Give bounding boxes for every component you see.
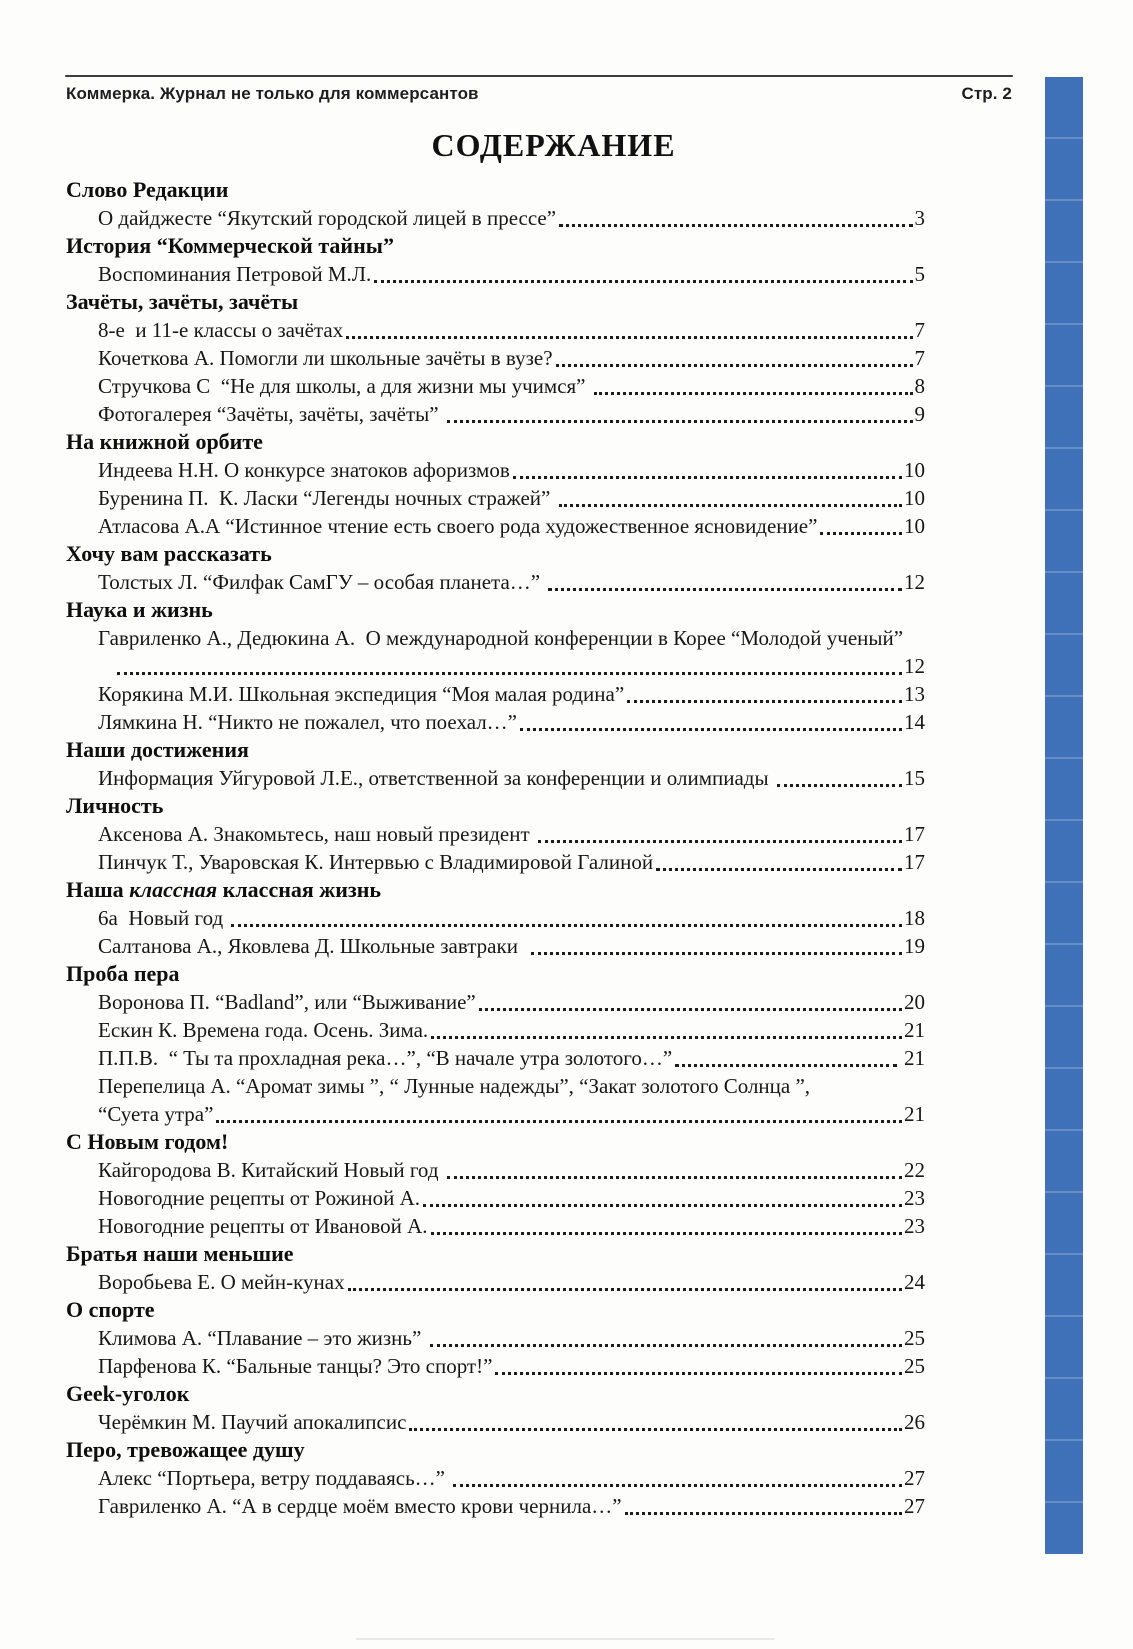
toc-entry-title: О дайджесте “Якутский городской лицей в прессе” (98, 206, 557, 230)
toc-entry-page: 22 (904, 1158, 925, 1182)
section-heading (66, 792, 925, 820)
toc-entry (66, 848, 925, 876)
toc-entry-title: Корякина М.И. Школьная экспедиция “Моя малая родина” (98, 682, 625, 706)
leader-dots (495, 1372, 902, 1375)
toc-entry (66, 1100, 925, 1128)
section-heading (66, 736, 925, 764)
section-heading (66, 596, 925, 624)
section-heading-text: классная жизнь (217, 877, 382, 902)
toc-entry-page: 23 (904, 1214, 925, 1238)
section-heading (66, 232, 925, 260)
toc-entry (66, 1408, 925, 1436)
toc-entry (66, 988, 925, 1016)
toc-entry-page: 12 (904, 570, 925, 594)
leader-dots (777, 784, 902, 787)
section-heading-text: История “Коммерческой тайны” (66, 233, 394, 258)
section-heading-text: На книжной орбите (66, 429, 263, 454)
leader-dots (820, 532, 902, 535)
section-heading-text: Слово Редакции (66, 177, 229, 202)
leader-dots (231, 924, 902, 927)
toc-entry-page: 5 (914, 262, 925, 286)
leader-dots (531, 952, 902, 955)
section-heading-text: О спорте (66, 1297, 155, 1322)
toc-entry-line1 (66, 1072, 925, 1100)
section-heading (66, 540, 925, 568)
toc-entry-title: 8-е и 11-е классы о зачётах (98, 318, 344, 342)
toc-entry-page: 19 (904, 934, 925, 958)
toc-entry-page: 15 (904, 766, 925, 790)
section-heading-text: Хочу вам рассказать (66, 541, 272, 566)
toc-entry-page: 27 (904, 1466, 925, 1490)
leader-dots (447, 420, 913, 423)
toc-entry (66, 1352, 925, 1380)
toc-entry-page: 17 (904, 822, 925, 846)
section-heading-text: Наука и жизнь (66, 597, 213, 622)
section-heading (66, 876, 925, 904)
leader-dots (346, 336, 912, 339)
leader-dots (520, 728, 902, 731)
toc-entry (66, 484, 925, 512)
section-heading (66, 176, 925, 204)
toc-entry (66, 764, 925, 792)
blue-sidebar-strip (1045, 77, 1083, 1554)
section-heading-text: Наши достижения (66, 737, 249, 762)
toc-entry-title: Пинчук Т., Уваровская К. Интервью с Владимировой Галиной (98, 850, 654, 874)
toc-entry-page: 14 (904, 710, 925, 734)
toc-entry-title: “Суета утра” (98, 1102, 214, 1126)
section-heading (66, 1240, 925, 1268)
section-heading-text: Перо, тревожащее душу (66, 1437, 305, 1462)
toc-entry-page: 23 (904, 1186, 925, 1210)
toc-entry-page: 24 (904, 1270, 925, 1294)
toc-entry-page: 17 (904, 850, 925, 874)
section-heading (66, 1296, 925, 1324)
toc-entry-page: 21 (904, 1102, 925, 1126)
toc-entry-title: Фотогалерея “Зачёты, зачёты, зачёты” (98, 402, 444, 426)
toc-entry-title: Аксенова А. Знакомьтесь, наш новый президент (98, 822, 535, 846)
toc-entry (66, 512, 925, 540)
leader-dots (559, 224, 912, 227)
toc-entry-page: 9 (914, 402, 925, 426)
toc-entry-page: 18 (904, 906, 925, 930)
section-heading-text: Зачёты, зачёты, зачёты (66, 289, 299, 314)
toc-entry (66, 680, 925, 708)
toc-entry-page: 10 (904, 486, 925, 510)
toc-entry (66, 1324, 925, 1352)
toc-entry-title: 6а Новый год (98, 906, 229, 930)
section-heading (66, 1380, 925, 1408)
toc-entry-title: Толстых Л. “Филфак СамГУ – особая планета…” (98, 570, 546, 594)
toc-entry-title: Лямкина Н. “Никто не пожалел, что поехал…” (98, 710, 518, 734)
toc-entry (66, 1044, 925, 1072)
toc-entry-title: Парфенова К. “Бальные танцы? Это спорт!” (98, 1354, 493, 1378)
leader-dots (627, 700, 902, 703)
leader-dots (479, 1008, 902, 1011)
leader-dots (409, 1428, 902, 1431)
toc-entry (66, 316, 925, 344)
toc-entry (66, 204, 925, 232)
toc-entry (66, 456, 925, 484)
toc-title: СОДЕРЖАНИЕ (431, 127, 676, 163)
leader-dots (656, 868, 902, 871)
section-heading (66, 1436, 925, 1464)
toc-entry (66, 260, 925, 288)
toc-entry-title: Кочеткова А. Помогли ли школьные зачёты в вузе? (98, 346, 553, 370)
toc-entry-page: 12 (904, 654, 925, 678)
toc-entry-line1 (66, 624, 925, 652)
section-heading (66, 288, 925, 316)
toc-entry-title: Информация Уйгуровой Л.Е., ответственной за конференции и олимпиады (98, 766, 774, 790)
leader-dots (423, 1204, 902, 1207)
toc-entry (66, 708, 925, 736)
toc-entry-page: 7 (914, 318, 925, 342)
toc-entry-page: 8 (914, 374, 925, 398)
leader-dots (538, 840, 902, 843)
toc-entry-title: Черёмкин М. Паучий апокалипсис (98, 1410, 407, 1434)
leader-dots (556, 364, 913, 367)
toc-list (66, 176, 925, 1520)
toc-entry (66, 1212, 925, 1240)
toc-entry-page: 25 (904, 1326, 925, 1350)
toc-entry-title: Новогодние рецепты от Рожиной А. (98, 1186, 420, 1210)
toc-entry-page: 3 (914, 206, 925, 230)
section-heading-text: классная (129, 877, 218, 902)
toc-entry-title: Ескин К. Времена года. Осень. Зима. (98, 1018, 429, 1042)
toc-entry-title: Воробьева Е. О мейн-кунах (98, 1270, 345, 1294)
page-number-label: Стр. 2 (961, 84, 1012, 103)
toc-entry-title: Атласова А.А “Истинное чтение есть своего рода художественное ясновидение” (98, 514, 818, 538)
toc-entry (66, 1156, 925, 1184)
leader-dots (513, 476, 902, 479)
toc-entry-title: Салтанова А., Яковлева Д. Школьные завтраки (98, 934, 529, 958)
toc-entry-page: 27 (904, 1494, 925, 1518)
toc-entry (66, 344, 925, 372)
section-heading (66, 428, 925, 456)
leader-dots (548, 588, 902, 591)
section-heading-text: С Новым годом! (66, 1129, 229, 1154)
leader-dots (594, 392, 913, 395)
toc-entry (66, 932, 925, 960)
toc-entry-page: 10 (904, 514, 925, 538)
leader-dots (675, 1064, 897, 1067)
section-heading-text: Личность (66, 793, 164, 818)
toc-entry-page: 10 (904, 458, 925, 482)
toc-entry-title: Гавриленко А. “А в сердце моём вместо крови чернила…” (98, 1494, 622, 1518)
toc-entry (66, 820, 925, 848)
toc-entry (66, 568, 925, 596)
toc-entry (66, 1492, 925, 1520)
section-heading-text: Наша (66, 877, 130, 902)
toc-entry-page: 7 (914, 346, 925, 370)
leader-dots (374, 280, 912, 283)
leader-dots (431, 1036, 902, 1039)
toc-entry (66, 372, 925, 400)
leader-dots (348, 1288, 902, 1291)
toc-entry-page: 21 (898, 1046, 925, 1070)
toc-entry (66, 1184, 925, 1212)
toc-entry (66, 904, 925, 932)
toc-entry-title: Кайгородова В. Китайский Новый год (98, 1158, 444, 1182)
toc-entry (66, 652, 925, 680)
toc-entry-title: П.П.В. “ Ты та прохладная река…”, “В начале утра золотого…” (98, 1046, 673, 1070)
toc-entry-page: 13 (904, 682, 925, 706)
toc-entry-page: 20 (904, 990, 925, 1014)
toc-entry-page: 26 (904, 1410, 925, 1434)
toc-entry-title: Алекс “Портьера, ветру поддаваясь…” (98, 1466, 451, 1490)
leader-dots (447, 1176, 902, 1179)
journal-title: Коммерка. Журнал не только для коммерсантов (66, 84, 479, 103)
leader-dots (430, 1344, 902, 1347)
toc-entry-title: Перепелица А. “Аромат зимы ”, “ Лунные надежды”, “Закат золотого Солнца ”, (98, 1074, 811, 1098)
leader-dots (453, 1484, 902, 1487)
toc-entry-title: Новогодние рецепты от Ивановой А. (98, 1214, 428, 1238)
toc-entry-title: Воронова П. “Badland”, или “Выживание” (98, 990, 476, 1014)
toc-entry (66, 1268, 925, 1296)
leader-dots (117, 672, 902, 675)
toc-entry-title: Буренина П. К. Ласки “Легенды ночных стражей” (98, 486, 556, 510)
page-header (66, 84, 1012, 104)
leader-dots (559, 504, 902, 507)
footer-rule (356, 1638, 774, 1640)
toc-content (66, 124, 925, 1520)
section-heading-text: Проба пера (66, 961, 180, 986)
leader-dots (625, 1512, 902, 1515)
header-rule (65, 75, 1013, 77)
leader-dots (431, 1232, 903, 1235)
section-heading (66, 1128, 925, 1156)
toc-entry-title: Гавриленко А., Дедюкина А. О международной конференции в Корее “Молодой ученый” (98, 626, 904, 650)
toc-entry-page: 21 (904, 1018, 925, 1042)
toc-entry (66, 400, 925, 428)
section-heading-text: Братья наши меньшие (66, 1241, 294, 1266)
toc-entry-title: Индеева Н.Н. О конкурсе знатоков афоризмов (98, 458, 510, 482)
toc-entry (66, 1016, 925, 1044)
leader-dots (216, 1120, 902, 1123)
toc-entry-title: Климова А. “Плавание – это жизнь” (98, 1326, 427, 1350)
section-heading (66, 960, 925, 988)
toc-entry-page: 25 (904, 1354, 925, 1378)
toc-entry-title: Стручкова С “Не для школы, а для жизни мы учимся” (98, 374, 591, 398)
toc-entry-title: Воспоминания Петровой М.Л. (98, 262, 372, 286)
toc-entry (66, 1464, 925, 1492)
section-heading-text: Geek-уголок (66, 1381, 190, 1406)
